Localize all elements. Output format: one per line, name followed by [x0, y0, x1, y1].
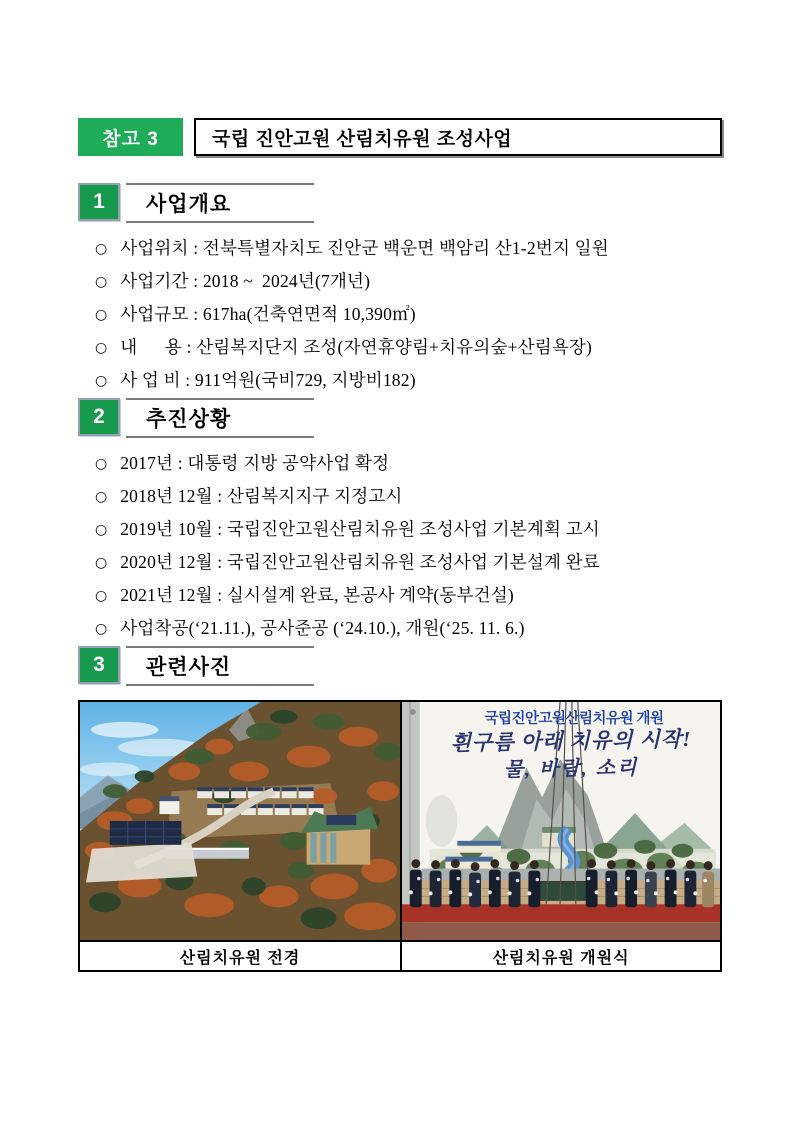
bullet-icon: ○ — [95, 241, 108, 257]
section-number-badge: 1 — [78, 183, 120, 221]
banner-slogan-line1: 흰구름 아래 치유의 시작! — [450, 726, 692, 756]
list-item-text: 2017년 : 대통령 지방 공약사업 확정 — [120, 453, 390, 473]
list-item — [95, 266, 722, 299]
list-item — [95, 613, 722, 646]
section-progress — [78, 398, 722, 646]
overview-list — [78, 233, 722, 398]
section-title: 관련사진 — [146, 656, 232, 679]
bullet-icon: ○ — [95, 489, 108, 505]
list-item-text: 2020년 12월 : 국립진안고원산림치유원 조성사업 기본설계 완료 — [120, 552, 600, 572]
photo-caption-left: 산림치유원 전경 — [80, 940, 400, 970]
list-item-text: 사 업 비 : 911억원(국비729, 지방비182) — [120, 370, 416, 390]
list-item — [95, 365, 722, 398]
list-item — [95, 448, 722, 481]
list-item-text: 2018년 12월 : 산림복지지구 지정고시 — [120, 486, 403, 506]
doc-header — [78, 118, 722, 156]
document-title-box — [194, 118, 722, 156]
list-item-text: 2021년 12월 : 실시설계 완료, 본공사 계약(동부건설) — [120, 585, 514, 605]
bullet-icon: ○ — [95, 340, 108, 356]
aerial-photo-illustration — [80, 702, 400, 940]
bullet-icon: ○ — [95, 588, 108, 604]
list-item-text: 사업착공(‘21.11.), 공사준공 (‘24.10.), 개원(‘25. 11. 6.) — [120, 618, 525, 638]
bullet-icon: ○ — [95, 373, 108, 389]
bullet-icon: ○ — [95, 307, 108, 323]
section-progress-header — [78, 398, 722, 438]
photo-opening-ceremony — [400, 702, 720, 940]
section-title-wrap — [126, 183, 314, 223]
list-item-text: 내 용 : 산림복지단지 조성(자연휴양림+치유의숲+산림욕장) — [120, 337, 593, 357]
progress-list — [78, 448, 722, 646]
photo-table — [78, 700, 722, 972]
list-item — [95, 514, 722, 547]
section-overview-header — [78, 183, 722, 223]
list-item — [95, 233, 722, 266]
section-number-badge: 2 — [78, 398, 120, 436]
bullet-icon: ○ — [95, 456, 108, 472]
list-item — [95, 481, 722, 514]
list-item — [95, 299, 722, 332]
photo-forest-healing-center-aerial — [80, 702, 400, 940]
section-overview — [78, 183, 722, 398]
list-item — [95, 547, 722, 580]
bullet-icon: ○ — [95, 621, 108, 637]
section-photos — [78, 646, 722, 972]
document-title: 국립 진안고원 산림치유원 조성사업 — [212, 128, 513, 150]
list-item — [95, 332, 722, 365]
bullet-icon: ○ — [95, 274, 108, 290]
list-item-text: 사업기간 : 2018 ~ 2024년(7개년) — [120, 271, 371, 291]
section-photos-header — [78, 646, 722, 686]
bullet-icon: ○ — [95, 522, 108, 538]
section-number-badge: 3 — [78, 646, 120, 684]
section-title-wrap — [126, 646, 314, 686]
bullet-icon: ○ — [95, 555, 108, 571]
photo-caption-right: 산림치유원 개원식 — [400, 940, 720, 970]
list-item-text: 사업규모 : 617ha(건축연면적 10,390㎡) — [120, 304, 416, 324]
banner-title-text: 국립진안고원산림치유원 개원 — [484, 711, 664, 727]
section-title-wrap — [126, 398, 314, 438]
list-item — [95, 580, 722, 613]
section-title: 사업개요 — [146, 193, 232, 216]
list-item-text: 2019년 10월 : 국립진안고원산림치유원 조성사업 기본계획 고시 — [120, 519, 600, 539]
section-title: 추진상황 — [146, 408, 232, 431]
list-item-text: 사업위치 : 전북특별자치도 진안군 백운면 백암리 산1-2번지 일원 — [120, 238, 609, 258]
banner-slogan-line2: 물, 바람, 소리 — [503, 756, 639, 782]
reference-badge: 참고 3 — [78, 118, 183, 156]
